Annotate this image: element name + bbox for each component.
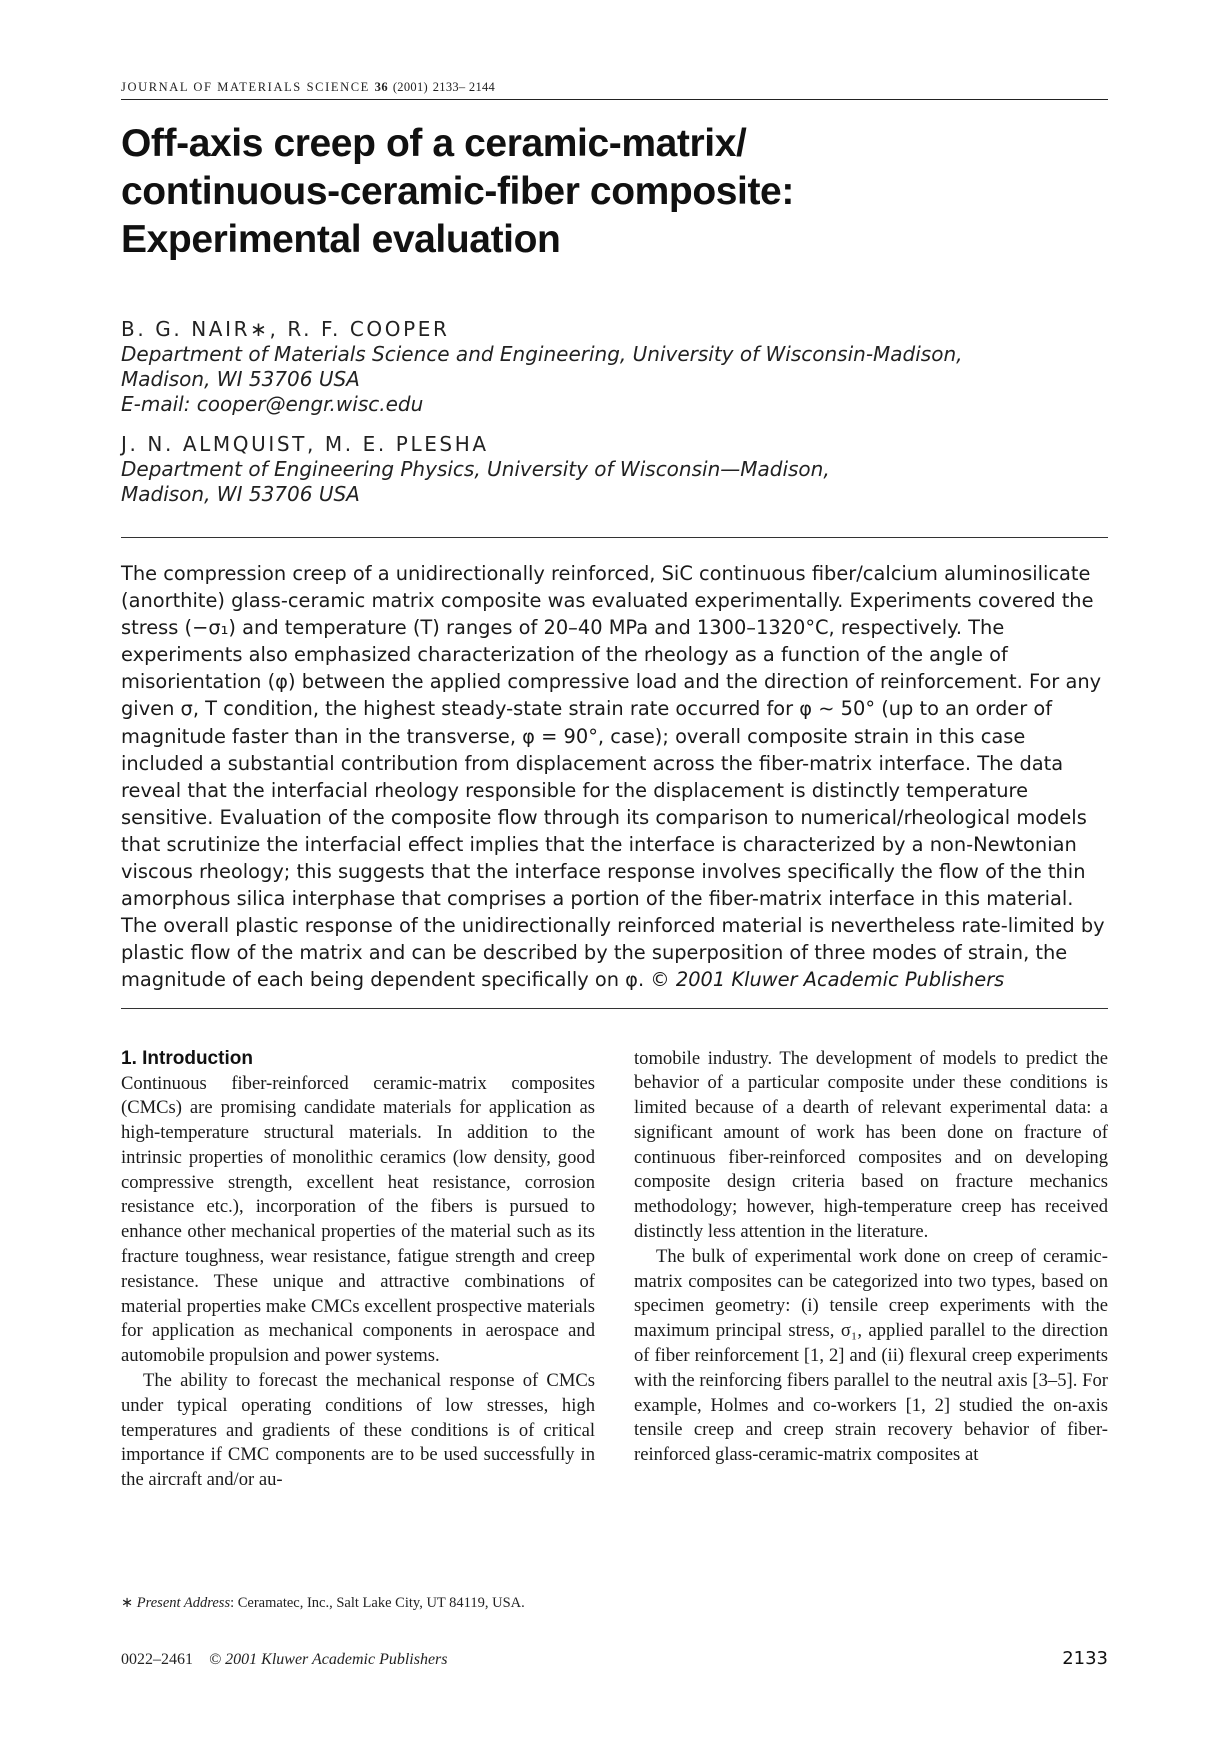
page-footer	[121, 1648, 1108, 1669]
affiliation-line: Madison, WI 53706 USA	[121, 482, 360, 506]
affiliation-line: Department of Engineering Physics, University of Wisconsin—Madison,	[121, 457, 830, 481]
journal-volume: 36	[374, 80, 389, 94]
article-page	[121, 80, 1108, 1493]
left-column	[121, 1047, 595, 1494]
body-paragraph: The bulk of experimental work done on creep of ceramic-matrix composites can be categorized into two types, based on specimen geometry: (i) tensile creep experiments with the maximum principal stress, σ₁, applied parallel to the direction of fiber reinforcement [1, 2] and (ii) flexural creep experiments with the reinforcing fibers parallel to the neutral axis [3–5]. For example, Holmes and co-workers [1, 2] studied the on-axis tensile creep and creep strain recovery behavior of fiber-reinforced glass-ceramic-matrix composites at	[634, 1245, 1108, 1466]
title-line: Off-axis creep of a ceramic-matrix/	[121, 122, 747, 165]
abstract	[121, 538, 1108, 1008]
author-block	[121, 431, 1108, 507]
author-names: J. N. ALMQUIST, M. E. PLESHA	[121, 432, 489, 456]
footnote-text: : Ceramatec, Inc., Salt Lake City, UT 84119, USA.	[230, 1595, 525, 1611]
author-names: B. G. NAIR∗, R. F. COOPER	[121, 317, 450, 341]
author-block	[121, 316, 1108, 417]
issn: 0022–2461	[121, 1651, 193, 1668]
footnote	[121, 1595, 721, 1612]
body-paragraph: tomobile industry. The development of models to predict the behavior of a particular composite under these conditions is limited because of a dearth of relevant experimental data: a significant amount of work has been done on fracture of continuous fiber-reinforced composites and on developing composite design criteria based on fracture mechanics methodology; however, high-temperature creep has received distinctly less attention in the literature.	[634, 1047, 1108, 1243]
section-heading: 1. Introduction	[121, 1047, 253, 1069]
footnote-marker: ∗	[121, 1595, 134, 1611]
body-paragraph: The ability to forecast the mechanical response of CMCs under typical operating conditions of low stresses, high temperatures and gradients of these conditions is of critical importance if CMC components are to be used successfully in the aircraft and/or au-	[121, 1370, 595, 1491]
body-columns	[121, 1047, 1108, 1494]
abstract-copyright: © 2001 Kluwer Academic Publishers	[650, 968, 1005, 992]
footnote-label: Present Address	[136, 1595, 231, 1611]
abstract-bottom-rule	[121, 1008, 1108, 1009]
email-line: E-mail: cooper@engr.wisc.edu	[121, 392, 424, 416]
affiliation-line: Madison, WI 53706 USA	[121, 367, 360, 391]
author-list	[121, 316, 1108, 507]
journal-pages: 2133– 2144	[432, 80, 496, 94]
abstract-text: The compression creep of a unidirectionally reinforced, SiC continuous fiber/calcium aluminosilicate (anorthite) glass-ceramic matrix composite was evaluated experimentally. Experiments covered the stress (−σ₁) and temperature (T) ranges of 20–40 MPa and 1300–1320°C, respectively. The experiments also emphasized characterization of the rheology as a function of the angle of misorientation (φ) between the applied compressive load and the direction of reinforcement. For any given σ, T condition, the highest steady-state strain rate occurred for φ ∼ 50° (up to an order of magnitude faster than in the transverse, φ = 90°, case); overall composite strain in this case included a substantial contribution from displacement across the fiber-matrix interface. The data reveal that the interfacial rheology responsible for the displacement is distinctly temperature sensitive. Evaluation of the composite flow through its comparison to numerical/rheological models that scrutinize the interfacial effect implies that the interface is characterized by a non-Newtonian viscous rheology; this suggests that the interface response involves specifically the flow of the thin amorphous silica interphase that comprises a portion of the fiber-matrix interface in this material. The overall plastic response of the unidirectionally reinforced material is nevertheless rate-limited by plastic flow of the matrix and can be described by the superposition of three modes of strain, the magnitude of each being dependent specifically on φ.	[121, 562, 1105, 992]
running-header	[121, 80, 1108, 100]
journal-year: (2001)	[392, 80, 428, 94]
footer-publisher: © 2001 Kluwer Academic Publishers	[209, 1651, 448, 1668]
affiliation-line: Department of Materials Science and Engineering, University of Wisconsin-Madison,	[121, 342, 963, 366]
page-number: 2133	[1062, 1648, 1108, 1669]
body-paragraph: Continuous fiber-reinforced ceramic-matrix composites (CMCs) are promising candidate materials for application as high-temperature structural materials. In addition to the intrinsic properties of monolithic ceramics (low density, good compressive strength, excellent heat resistance, corrosion resistance etc.), incorporation of the fibers is pursued to enhance other mechanical properties of the material such as its fracture toughness, wear resistance, fatigue strength and creep resistance. These unique and attractive combinations of material properties make CMCs excellent prospective materials for application as mechanical components in aerospace and automobile propulsion and power systems.	[121, 1072, 595, 1367]
title-line: Experimental evaluation	[121, 218, 561, 261]
issn-line	[121, 1651, 448, 1669]
article-title	[121, 120, 1108, 264]
journal-name: JOURNAL OF MATERIALS SCIENCE	[121, 80, 370, 94]
right-column	[634, 1047, 1108, 1494]
title-line: continuous-ceramic-fiber composite:	[121, 170, 794, 213]
